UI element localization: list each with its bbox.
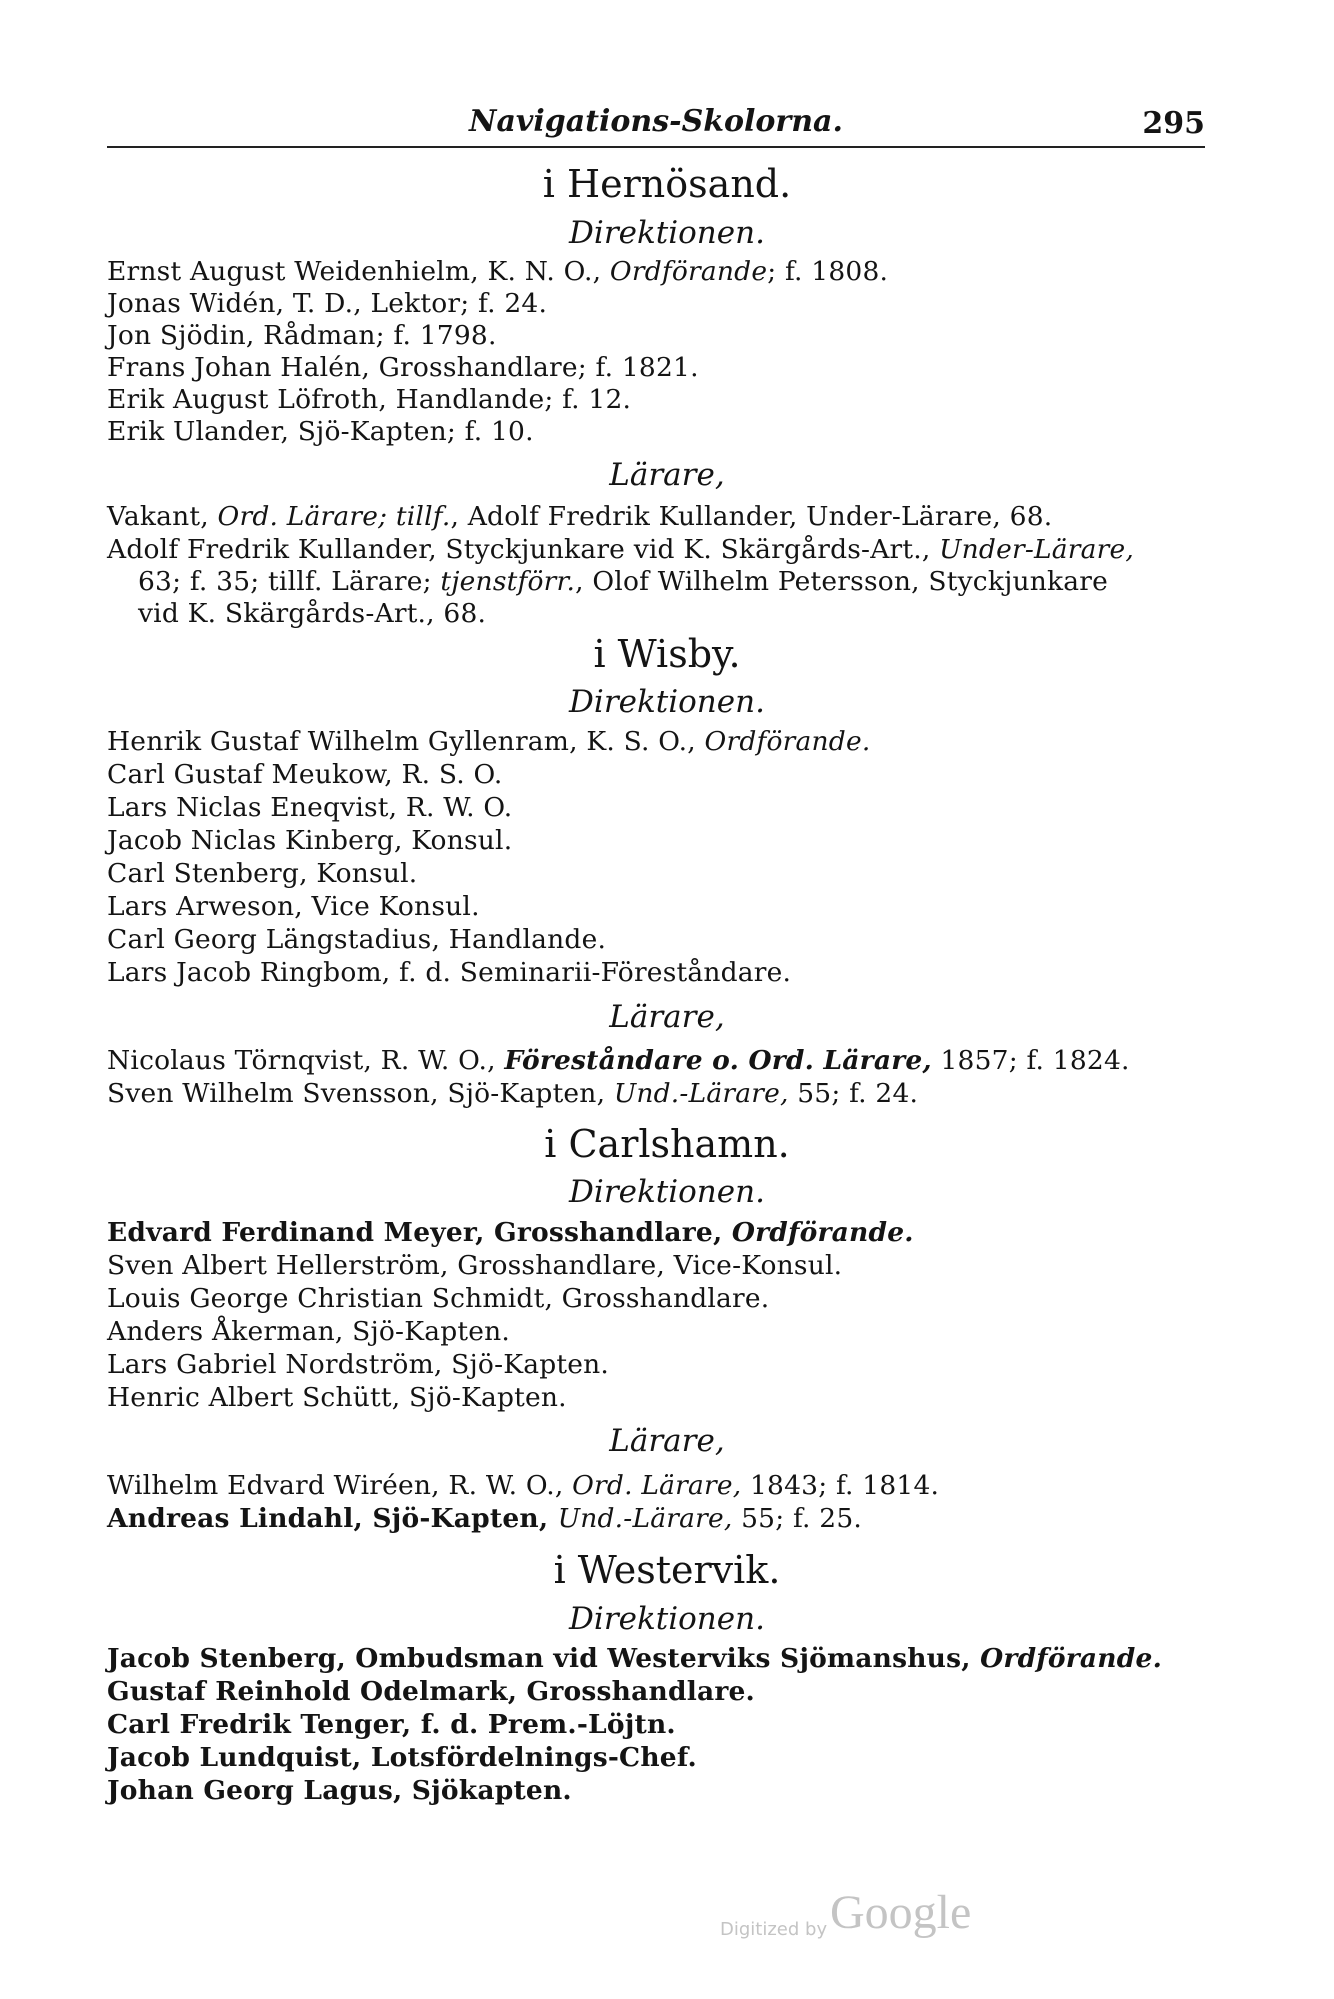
entry-line: Jacob Stenberg, Ombudsman vid Westerviks Sjömanshus, Ordförande. [107, 1643, 1162, 1674]
entry-line: Andreas Lindahl, Sjö-Kapten, Und.-Lärare, 55; f. 25. [107, 1503, 863, 1534]
section-title-wisby: i Wisby. [593, 632, 741, 676]
section-title-westervik: i Westervik. [553, 1548, 781, 1592]
entry-line: Vakant, Ord. Lärare; tillf., Adolf Fredrik Kullander, Under-Lärare, 68. [107, 501, 1053, 532]
entry-line: Carl Gustaf Meukow, R. S. O. [107, 759, 503, 790]
subhead-direktionen: Direktionen. [569, 684, 765, 720]
entry-line: Louis George Christian Schmidt, Grosshandlare. [107, 1283, 770, 1314]
entry-line: Henric Albert Schütt, Sjö-Kapten. [107, 1382, 567, 1413]
entry-line: Adolf Fredrik Kullander, Styckjunkare vid K. Skärgårds-Art., Under-Lärare, [107, 534, 1135, 565]
entry-line-continued: 63; f. 35; tillf. Lärare; tjenstförr., Olof Wilhelm Petersson, Styckjunkare [138, 566, 1109, 597]
entry-line: Jon Sjödin, Rådman; f. 1798. [107, 320, 497, 351]
entry-line: Edvard Ferdinand Meyer, Grosshandlare, Ordförande. [107, 1217, 914, 1248]
digitized-label: Digitized by [720, 1919, 828, 1940]
entry-line: Carl Fredrik Tenger, f. d. Prem.-Löjtn. [107, 1709, 676, 1740]
subhead-larare: Lärare, [609, 1423, 725, 1459]
entry-line: Jonas Widén, T. D., Lektor; f. 24. [107, 288, 548, 319]
entry-line: Carl Georg Längstadius, Handlande. [107, 924, 607, 955]
entry-line: Jacob Niclas Kinberg, Konsul. [107, 825, 513, 856]
section-title-hernosand: i Hernösand. [542, 162, 792, 206]
running-title: Navigations-Skolorna. [469, 104, 843, 139]
subhead-larare: Lärare, [609, 999, 725, 1035]
entry-line: Lars Arweson, Vice Konsul. [107, 891, 480, 922]
entry-line: Lars Niclas Eneqvist, R. W. O. [107, 792, 513, 823]
entry-line: Lars Jacob Ringbom, f. d. Seminarii-Föreståndare. [107, 957, 792, 988]
entry-line-continued: vid K. Skärgårds-Art., 68. [138, 598, 487, 629]
entry-line: Sven Albert Hellerström, Grosshandlare, Vice-Konsul. [107, 1250, 843, 1281]
subhead-direktionen: Direktionen. [569, 1601, 765, 1637]
entry-line: Sven Wilhelm Svensson, Sjö-Kapten, Und.-Lärare, 55; f. 24. [107, 1078, 919, 1109]
google-logo: Google [830, 1886, 972, 1939]
entry-line: Erik Ulander, Sjö-Kapten; f. 10. [107, 416, 534, 447]
entry-line: Ernst August Weidenhielm, K. N. O., Ordförande; f. 1808. [107, 256, 889, 287]
entry-line: Erik August Löfroth, Handlande; f. 12. [107, 384, 632, 415]
entry-line: Wilhelm Edvard Wiréen, R. W. O., Ord. Lärare, 1843; f. 1814. [107, 1470, 940, 1501]
entry-line: Lars Gabriel Nordström, Sjö-Kapten. [107, 1349, 610, 1380]
section-title-carlshamn: i Carlshamn. [544, 1122, 790, 1166]
entry-line: Carl Stenberg, Konsul. [107, 858, 418, 889]
subhead-direktionen: Direktionen. [569, 1174, 765, 1210]
page-number: 295 [1142, 106, 1205, 141]
entry-line: Gustaf Reinhold Odelmark, Grosshandlare. [107, 1676, 755, 1707]
header-rule [107, 146, 1205, 148]
entry-line: Nicolaus Törnqvist, R. W. O., Föreståndare o. Ord. Lärare, 1857; f. 1824. [107, 1045, 1130, 1076]
page-header [107, 98, 1205, 148]
entry-line: Johan Georg Lagus, Sjökapten. [107, 1775, 572, 1806]
subhead-larare: Lärare, [609, 457, 725, 493]
entry-line: Frans Johan Halén, Grosshandlare; f. 1821. [107, 352, 699, 383]
entry-line: Henrik Gustaf Wilhelm Gyllenram, K. S. O., Ordförande. [107, 726, 871, 757]
subhead-direktionen: Direktionen. [569, 215, 765, 251]
entry-line: Jacob Lundquist, Lotsfördelnings-Chef. [107, 1742, 697, 1773]
digitized-watermark [720, 1885, 1020, 1945]
entry-line: Anders Åkerman, Sjö-Kapten. [107, 1316, 510, 1347]
